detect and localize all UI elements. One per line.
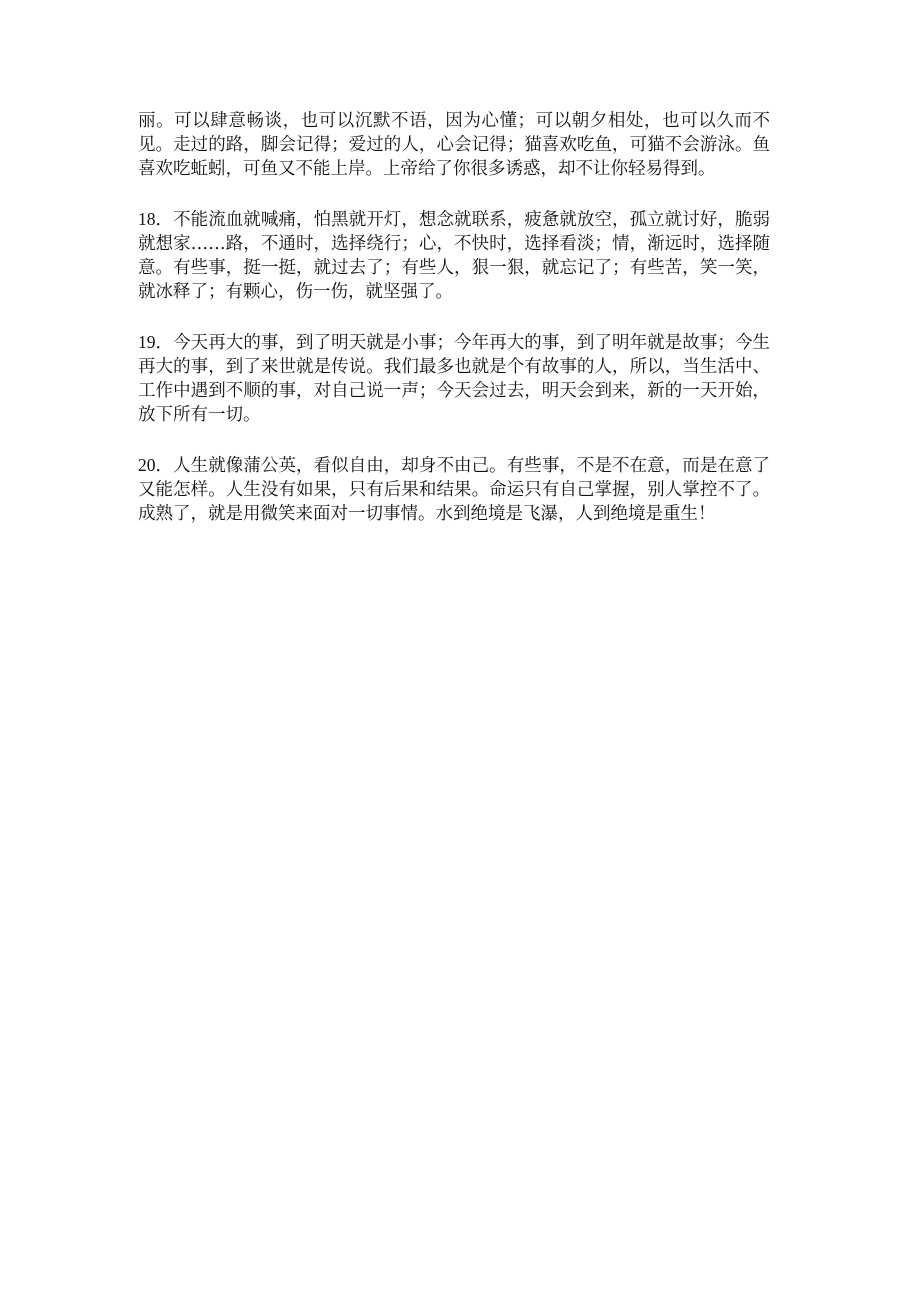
- paragraph-number: 19．: [138, 332, 174, 352]
- paragraph-text: 不能流血就喊痛，怕黑就开灯，想念就联系，疲惫就放空，孤立就讨好，脆弱就想家……路，不通时，选择绕行；心，不快时，选择看淡；情，渐远时，选择随意。有些事，挺一挺，就过去了；有些人，狠一狠，就忘记了；有些苦，笑一笑，就冰释了；有颗心，伤一伤，就坚强了。: [138, 210, 771, 302]
- paragraph-20: [138, 453, 770, 526]
- paragraph-18: [138, 207, 770, 304]
- paragraph-text: 人生就像蒲公英，看似自由，却身不由己。有些事，不是不在意，而是在意了又能怎样。人生没有如果，只有后果和结果。命运只有自己掌握，别人掌控不了。成熟了，就是用微笑来面对一切事情。水到绝境是飞瀑，人到绝境是重生！: [138, 456, 771, 524]
- paragraph-text: 丽。可以肆意畅谈，也可以沉默不语，因为心懂；可以朝夕相处，也可以久而不见。走过的路，脚会记得；爱过的人，心会记得；猫喜欢吃鱼，可猫不会游泳。鱼喜欢吃蚯蚓，可鱼又不能上岸。上帝给了你很多诱惑，却不让你轻易得到。: [138, 111, 770, 179]
- paragraph-text: 今天再大的事，到了明天就是小事；今年再大的事，到了明年就是故事；今生再大的事，到了来世就是传说。我们最多也就是个有故事的人，所以，当生活中、工作中遇到不顺的事，对自己说一声；今天会过去，明天会到来，新的一天开始，放下所有一切。: [138, 333, 771, 425]
- paragraph-19: [138, 330, 770, 427]
- paragraph-number: 20．: [138, 455, 174, 475]
- paragraph-number: 18．: [138, 209, 174, 229]
- document-body: [138, 108, 770, 552]
- paragraph-continuation: [138, 108, 770, 181]
